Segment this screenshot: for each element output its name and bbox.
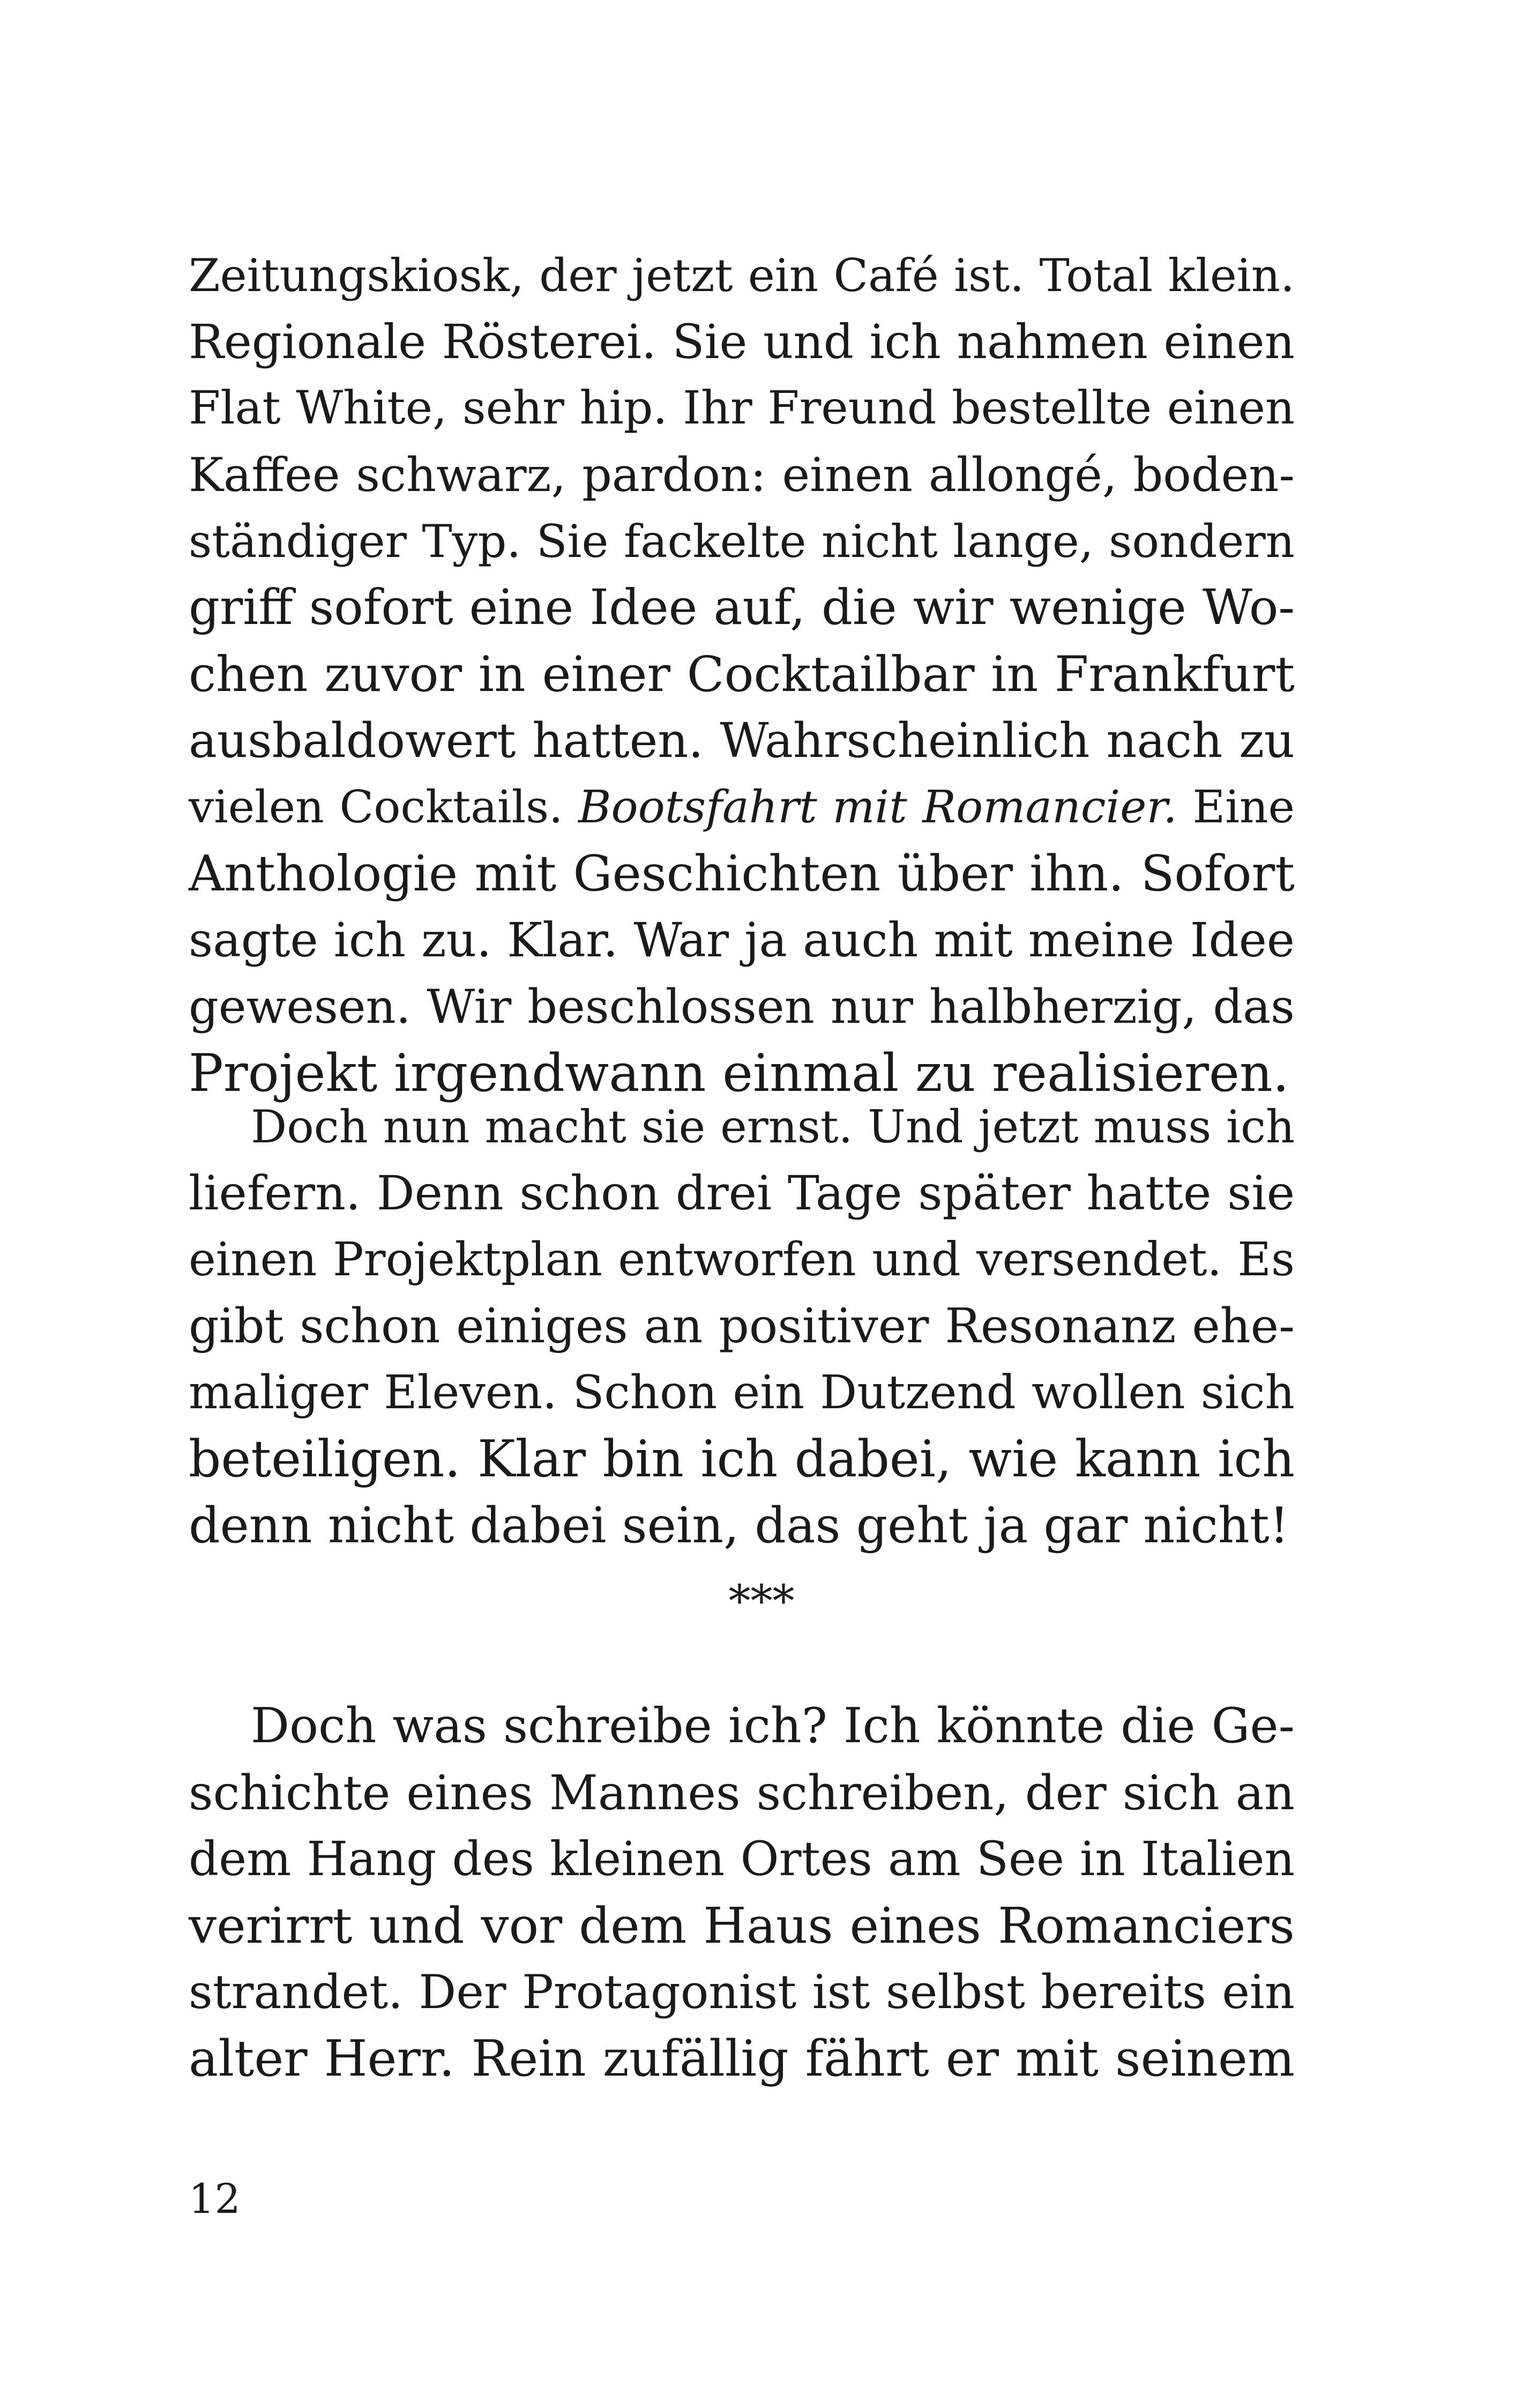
text-line: Flat White, sehr hip. Ihr Freund bestellte einen	[189, 382, 1295, 435]
text-line: Doch was schreibe ich? Ich könnte die Ge-	[251, 1698, 1295, 1754]
text-line: griff sofort eine Idee auf, die wir wenige Wo-	[189, 579, 1295, 636]
paragraph-3	[189, 1693, 1295, 2092]
text-line: maliger Eleven. Schon ein Dutzend wollen sich	[189, 1366, 1295, 1419]
text-line: liefern. Denn schon drei Tage später hatte sie	[189, 1165, 1295, 1221]
text-fragment: vielen Cocktails.	[189, 781, 563, 833]
text-line: chen zuvor in einer Cocktailbar in Frankfurt	[189, 645, 1295, 703]
text-line: gewesen. Wir beschlossen nur halbherzig, das	[189, 979, 1295, 1034]
text-line: Anthologie mit Geschichten über ihn. Sofort	[189, 845, 1295, 902]
paragraph-2	[189, 1094, 1295, 1559]
text-line: strandet. Der Protagonist ist selbst bereits ein	[189, 1965, 1295, 2019]
text-line: Zeitungskiosk, der jetzt ein Café ist. Total klein.	[189, 249, 1295, 302]
text-line: alter Herr. Rein zufällig fährt er mit seinem	[189, 2030, 1295, 2087]
text-line: dem Hang des kleinen Ortes am See in Italien	[189, 1832, 1295, 1886]
text-line: ausbaldowert hatten. Wahrscheinlich nach zu	[189, 713, 1295, 768]
text-line: einen Projektplan entworfen und versendet. Es	[189, 1233, 1295, 1287]
text-line: Doch nun macht sie ernst. Und jetzt muss ich	[251, 1101, 1295, 1153]
anthology-title: Bootsfahrt mit Romancier.	[578, 781, 1177, 833]
text-line: Kaffee schwarz, pardon: einen allongé, boden-	[189, 448, 1295, 502]
section-separator: ***	[728, 1576, 795, 1627]
text-line: Projekt irgendwann einmal zu realisieren.	[189, 1043, 1289, 1103]
text-line: beteiligen. Klar bin ich dabei, wie kann ich	[189, 1430, 1295, 1489]
text-line: gibt schon einiges an positiver Resonanz ehe-	[189, 1298, 1295, 1354]
text-line-with-title	[189, 774, 1295, 841]
text-line: denn nicht dabei sein, das geht ja gar nicht!	[189, 1497, 1289, 1554]
page-number: 12	[189, 2175, 241, 2223]
text-fragment: Eine	[1192, 781, 1295, 833]
text-line: verirrt und vor dem Haus eines Romanciers	[189, 1897, 1295, 1954]
text-line: Regionale Rösterei. Sie und ich nahmen einen	[189, 315, 1295, 369]
text-line: ständiger Typ. Sie fackelte nicht lange, sondern	[189, 515, 1295, 568]
paragraph-1	[189, 242, 1295, 1106]
text-line: sagte ich zu. Klar. War ja auch mit meine Idee	[189, 912, 1295, 968]
text-line: schichte eines Mannes schreiben, der sich an	[189, 1765, 1295, 1820]
